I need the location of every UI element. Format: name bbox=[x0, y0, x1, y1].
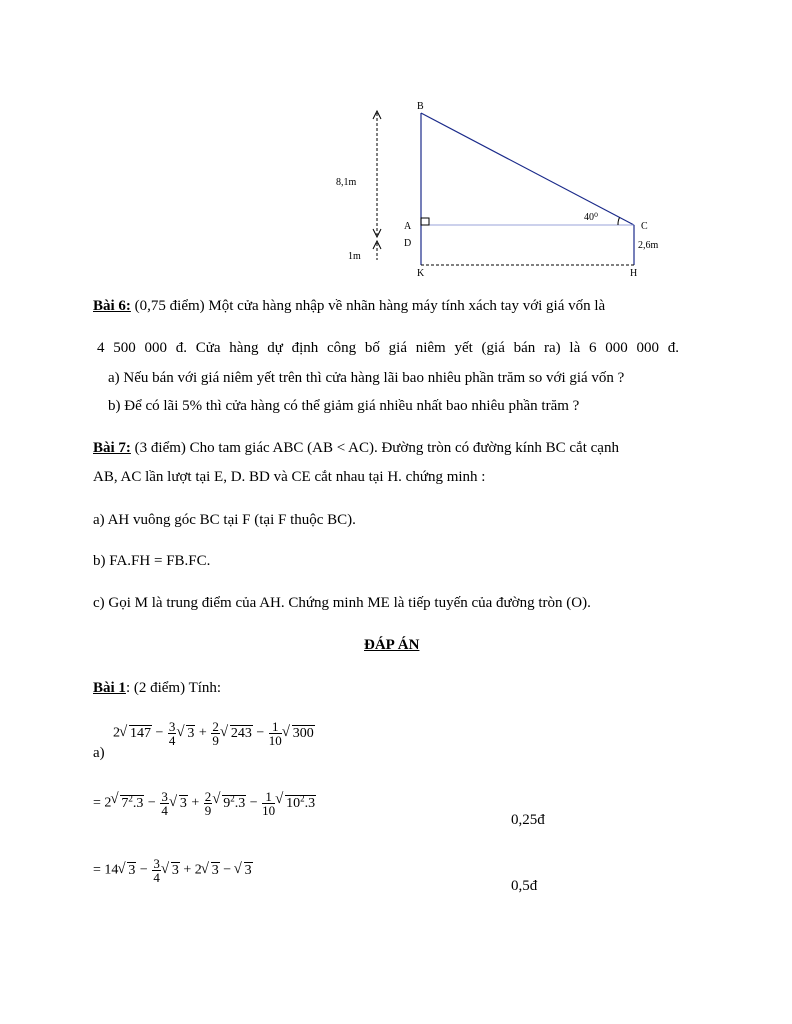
bai7-intro: (3 điểm) Cho tam giác ABC (AB < AC). Đường tròn có đường kính BC cắt cạnh bbox=[130, 440, 619, 456]
formula-2: = 2√ $7^2.3$ − $\frac{3}{4}$ √ 3 + $\frac{2}{9}$ √ $9^2.3$ − $\frac{1}{10}$ √ $10^2.3$ bbox=[93, 790, 316, 817]
label-k: K bbox=[417, 268, 425, 279]
bai6-b: b) Để có lãi 5% thì cửa hàng có thể giảm giá nhiều nhất bao nhiêu phần trăm ? bbox=[108, 398, 580, 414]
bai7-b: b) FA.FH = FB.FC. bbox=[93, 553, 211, 569]
score-1: 0,25đ bbox=[511, 812, 545, 828]
label-d: D bbox=[404, 238, 412, 249]
label-b: B bbox=[417, 101, 424, 112]
bai1-line bbox=[93, 680, 221, 697]
height-label: 8,1m bbox=[336, 177, 357, 188]
low-label: 1m bbox=[348, 251, 361, 262]
part-a-label: a) bbox=[93, 745, 105, 761]
bai7-c: c) Gọi M là trung điểm của AH. Chứng minh ME là tiếp tuyến của đường tròn (O). bbox=[93, 595, 591, 611]
angle-label: 40⁰ bbox=[584, 212, 599, 223]
bai7-line2: AB, AC lần lượt tại E, D. BD và CE cắt nhau tại H. chứng minh : bbox=[93, 469, 486, 485]
bai6-title: Bài 6: bbox=[93, 298, 131, 314]
answer-title: ĐÁP ÁN bbox=[364, 637, 420, 653]
side-label: 2,6m bbox=[638, 240, 659, 251]
formula-3: = 14√ 3 − $\frac{3}{4}$ √ 3 + 2√ 3 − √ 3 bbox=[93, 857, 253, 884]
formula-1: 2√ 147 − $\frac{3}{4}$ √ 3 + $\frac{2}{9}$ √ 243 − $\frac{1}{10}$ √ 300 bbox=[113, 720, 315, 747]
bai1-intro: : (2 điểm) Tính: bbox=[125, 680, 222, 696]
bai6-intro: (0,75 điểm) Một cửa hàng nhập về nhãn hàng máy tính xách tay với giá vốn là bbox=[130, 298, 606, 314]
bai7-line1 bbox=[93, 440, 619, 457]
bai6-a: a) Nếu bán với giá niêm yết trên thì cửa hàng lãi bao nhiêu phần trăm so với giá vốn ? bbox=[108, 370, 625, 386]
bai1-title: Bài 1 bbox=[93, 680, 126, 696]
bai6-line2: 4 500 000 đ. Cửa hàng dự định công bố giá niêm yết (giá bán ra) là 6 000 000 đ. bbox=[97, 340, 679, 356]
label-h: H bbox=[630, 268, 638, 279]
score-2: 0,5đ bbox=[511, 878, 538, 894]
bai7-title: Bài 7: bbox=[93, 440, 131, 456]
label-c: C bbox=[641, 221, 648, 232]
geometry-figure bbox=[330, 95, 680, 285]
bai6-line1 bbox=[93, 298, 605, 315]
label-a: A bbox=[404, 221, 412, 232]
bai7-a: a) AH vuông góc BC tại F (tại F thuộc BC). bbox=[93, 512, 356, 528]
